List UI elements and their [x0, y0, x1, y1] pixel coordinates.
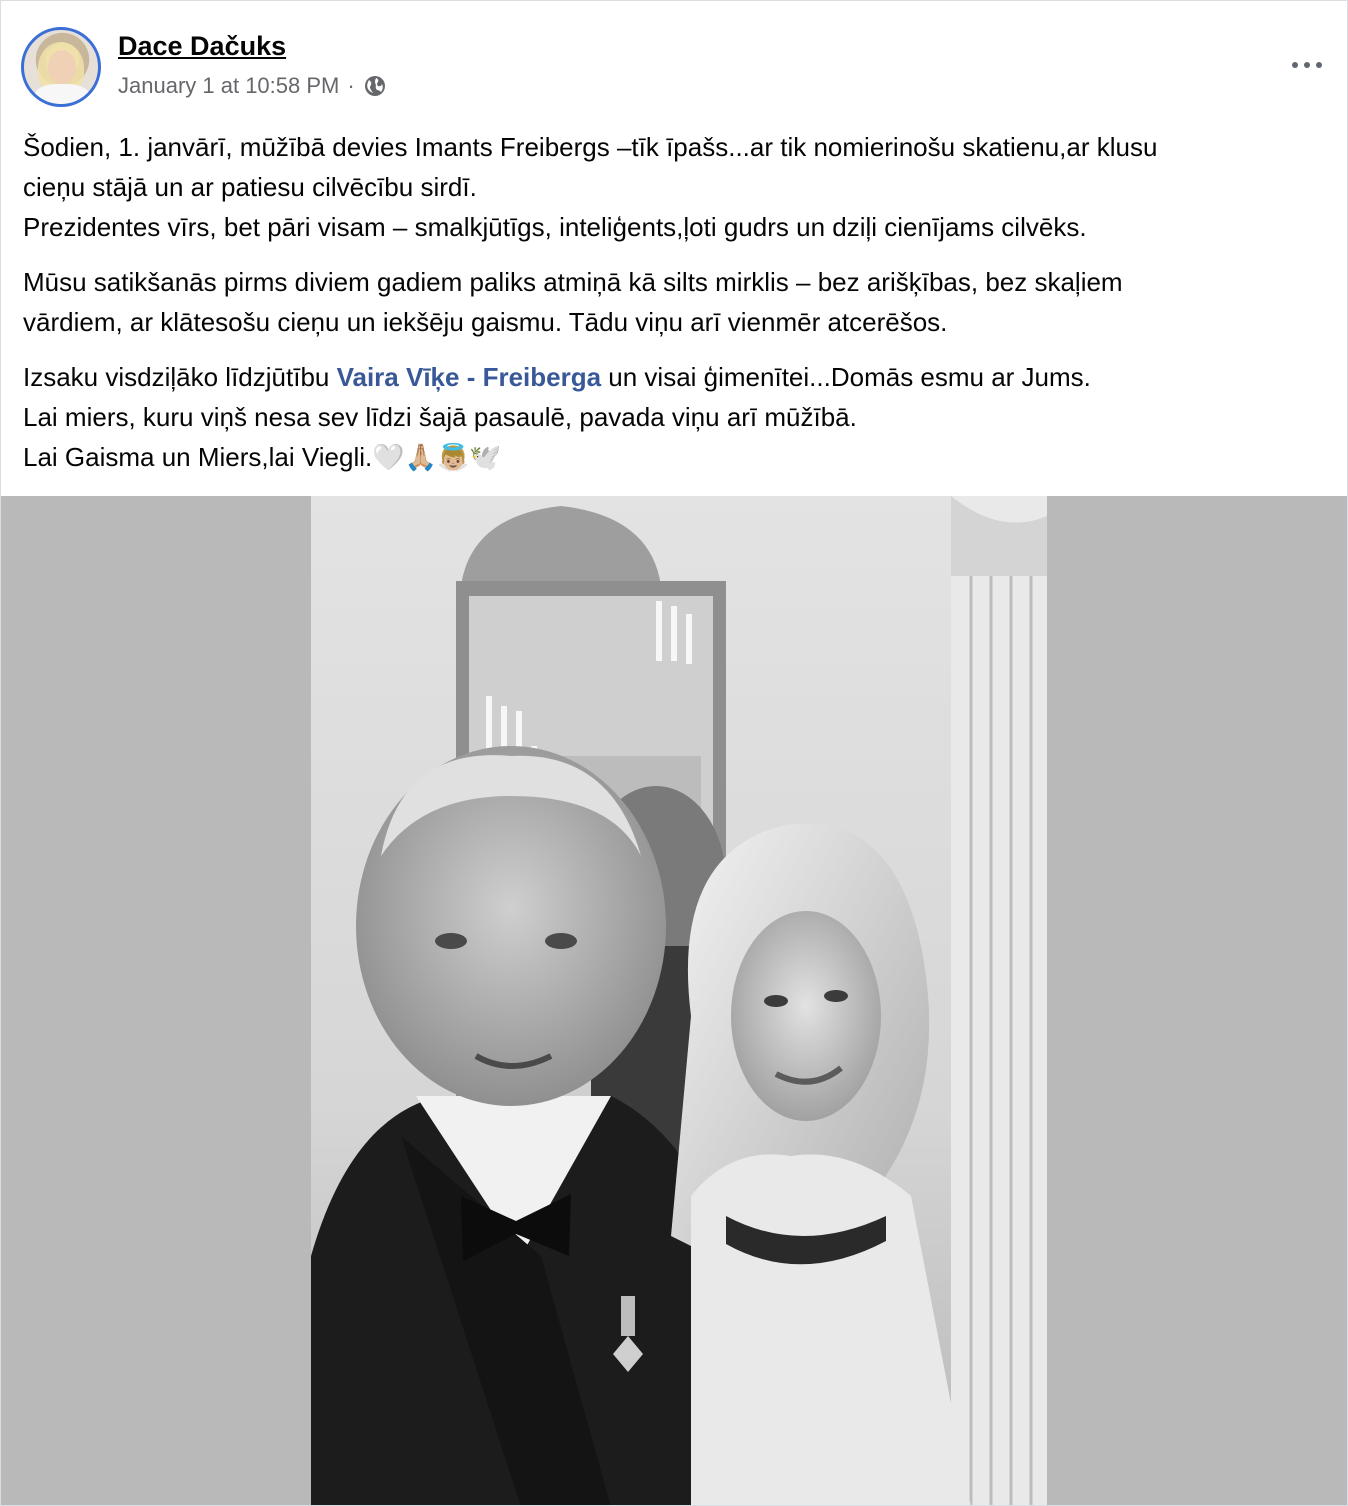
text-line: Lai Gaisma un Miers,lai Viegli.🤍🙏🏼👼🏼🕊️ — [23, 442, 502, 472]
text-line: Prezidentes vīrs, bet pāri visam – smalkjūtīgs, inteliģents,ļoti gudrs un dziļi cienījams cilvēks. — [23, 212, 1087, 242]
text-line: Mūsu satikšanās pirms diviem gadiem paliks atmiņā kā silts mirklis – bez arišķības, bez skaļiem — [23, 267, 1123, 297]
paragraph-2 — [23, 262, 1323, 342]
paragraph-3 — [23, 357, 1323, 477]
more-horizontal-icon — [1292, 62, 1298, 68]
text-line: cieņu stājā un ar patiesu cilvēcību sirdī. — [23, 172, 477, 202]
globe-icon[interactable] — [363, 74, 387, 98]
paragraph-1 — [23, 127, 1323, 247]
post-timestamp[interactable]: January 1 at 10:58 PM — [118, 73, 340, 98]
author-avatar[interactable] — [21, 27, 101, 107]
post-meta — [118, 73, 387, 99]
text-line: Lai miers, kuru viņš nesa sev līdzi šajā pasaulē, pavada viņu arī mūžībā. — [23, 402, 857, 432]
meta-separator: · — [347, 73, 355, 98]
text-line: vārdiem, ar klātesošu cieņu un iekšēju gaismu. Tādu viņu arī vienmēr atcerēšos. — [23, 307, 948, 337]
post-header — [1, 1, 1347, 117]
text-segment: un visai ģimenītei...Domās esmu ar Jums. — [601, 362, 1091, 392]
author-name-link[interactable]: Dace Dačuks — [118, 31, 287, 61]
more-dot — [1316, 62, 1322, 68]
more-dot — [1304, 62, 1310, 68]
mention-link[interactable]: Vaira Vīķe - Freiberga — [336, 362, 602, 392]
text-line: Šodien, 1. janvārī, mūžībā devies Imants Freibergs –tīk īpašs...ar tik nomierinošu skatienu,ar klusu — [23, 132, 1158, 162]
text-segment: Izsaku visdziļāko līdzjūtību — [23, 362, 337, 392]
photo-illustration — [311, 496, 1047, 1506]
text-line — [23, 357, 1323, 397]
post-photo[interactable] — [311, 496, 1047, 1506]
avatar-shirt — [34, 84, 90, 107]
avatar-face — [48, 50, 76, 84]
post-message — [23, 127, 1323, 492]
post-photo-container[interactable] — [1, 496, 1348, 1506]
more-options-button[interactable] — [1285, 45, 1329, 85]
